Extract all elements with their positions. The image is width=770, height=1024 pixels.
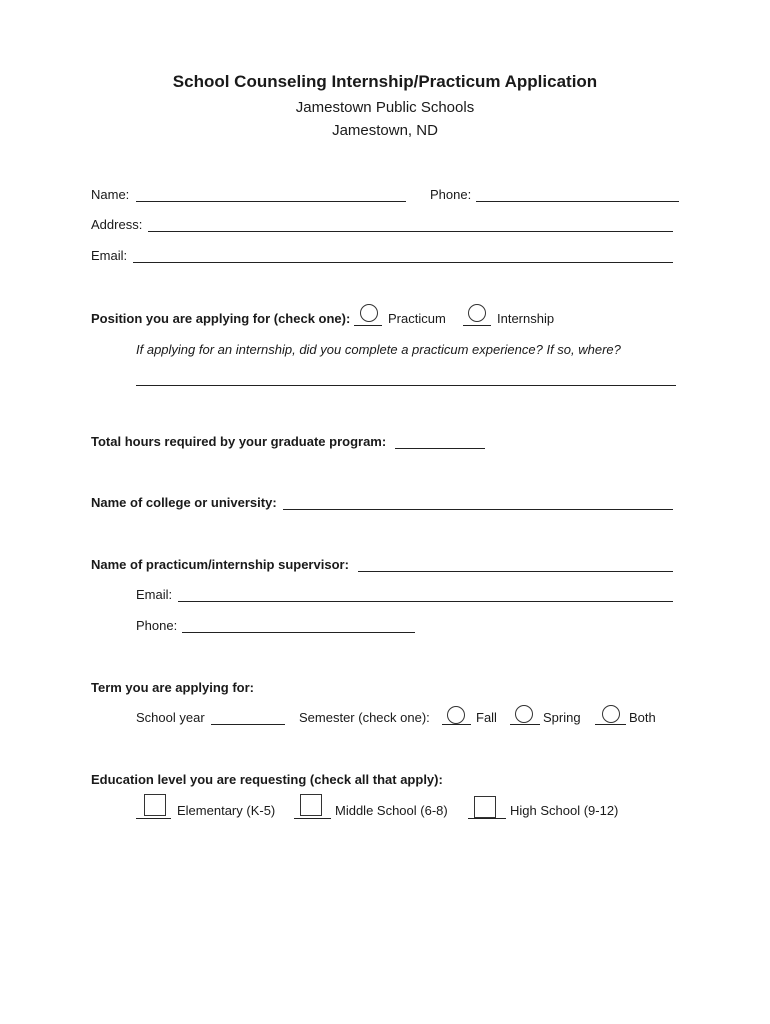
education-label: Education level you are requesting (check all that apply):	[91, 772, 443, 787]
high-label: High School (9-12)	[510, 803, 619, 818]
college-field[interactable]	[283, 509, 673, 510]
fall-radio[interactable]	[447, 706, 465, 724]
internship-blank	[463, 325, 491, 326]
name-field[interactable]	[136, 201, 406, 202]
email-field[interactable]	[133, 262, 673, 263]
district-location: Jamestown, ND	[332, 122, 438, 139]
form-title: School Counseling Internship/Practicum Application	[172, 72, 598, 91]
email-label: Email:	[91, 248, 128, 263]
practicum-followup-question: If applying for an internship, did you complete a practicum experience? If so, where?	[136, 342, 621, 357]
semester-label: Semester (check one):	[299, 710, 430, 725]
practicum-followup-field[interactable]	[136, 385, 676, 386]
high-checkbox[interactable]	[474, 796, 496, 818]
elementary-blank	[136, 818, 171, 819]
spring-radio[interactable]	[515, 705, 533, 723]
both-label: Both	[629, 710, 656, 725]
practicum-radio[interactable]	[360, 304, 378, 322]
both-blank	[595, 724, 626, 725]
address-field[interactable]	[148, 231, 673, 232]
phone-label: Phone:	[430, 187, 472, 202]
middle-checkbox[interactable]	[300, 794, 322, 816]
spring-blank	[510, 724, 540, 725]
school-year-label: School year	[136, 710, 205, 725]
high-blank	[468, 818, 506, 819]
phone-field[interactable]	[476, 201, 679, 202]
internship-radio[interactable]	[468, 304, 486, 322]
supervisor-email-field[interactable]	[178, 601, 673, 602]
supervisor-label: Name of practicum/internship supervisor:	[91, 557, 349, 572]
supervisor-email-label: Email:	[136, 587, 173, 602]
term-label: Term you are applying for:	[91, 680, 255, 695]
hours-label: Total hours required by your graduate program:	[91, 434, 387, 449]
middle-blank	[294, 818, 331, 819]
address-label: Address:	[91, 217, 143, 232]
elementary-label: Elementary (K-5)	[177, 803, 276, 818]
position-label: Position you are applying for (check one):	[91, 311, 351, 326]
supervisor-field[interactable]	[358, 571, 673, 572]
spring-label: Spring	[543, 710, 581, 725]
elementary-checkbox[interactable]	[144, 794, 166, 816]
both-radio[interactable]	[602, 705, 620, 723]
middle-label: Middle School (6-8)	[335, 803, 448, 818]
name-label: Name:	[91, 187, 130, 202]
school-year-field[interactable]	[211, 724, 285, 725]
hours-field[interactable]	[395, 448, 485, 449]
district-name: Jamestown Public Schools	[295, 99, 475, 116]
fall-label: Fall	[476, 710, 497, 725]
fall-blank	[442, 724, 471, 725]
supervisor-phone-field[interactable]	[182, 632, 415, 633]
internship-label: Internship	[497, 311, 555, 326]
college-label: Name of college or university:	[91, 495, 277, 510]
practicum-blank	[354, 325, 382, 326]
practicum-label: Practicum	[388, 311, 446, 326]
supervisor-phone-label: Phone:	[136, 618, 178, 633]
